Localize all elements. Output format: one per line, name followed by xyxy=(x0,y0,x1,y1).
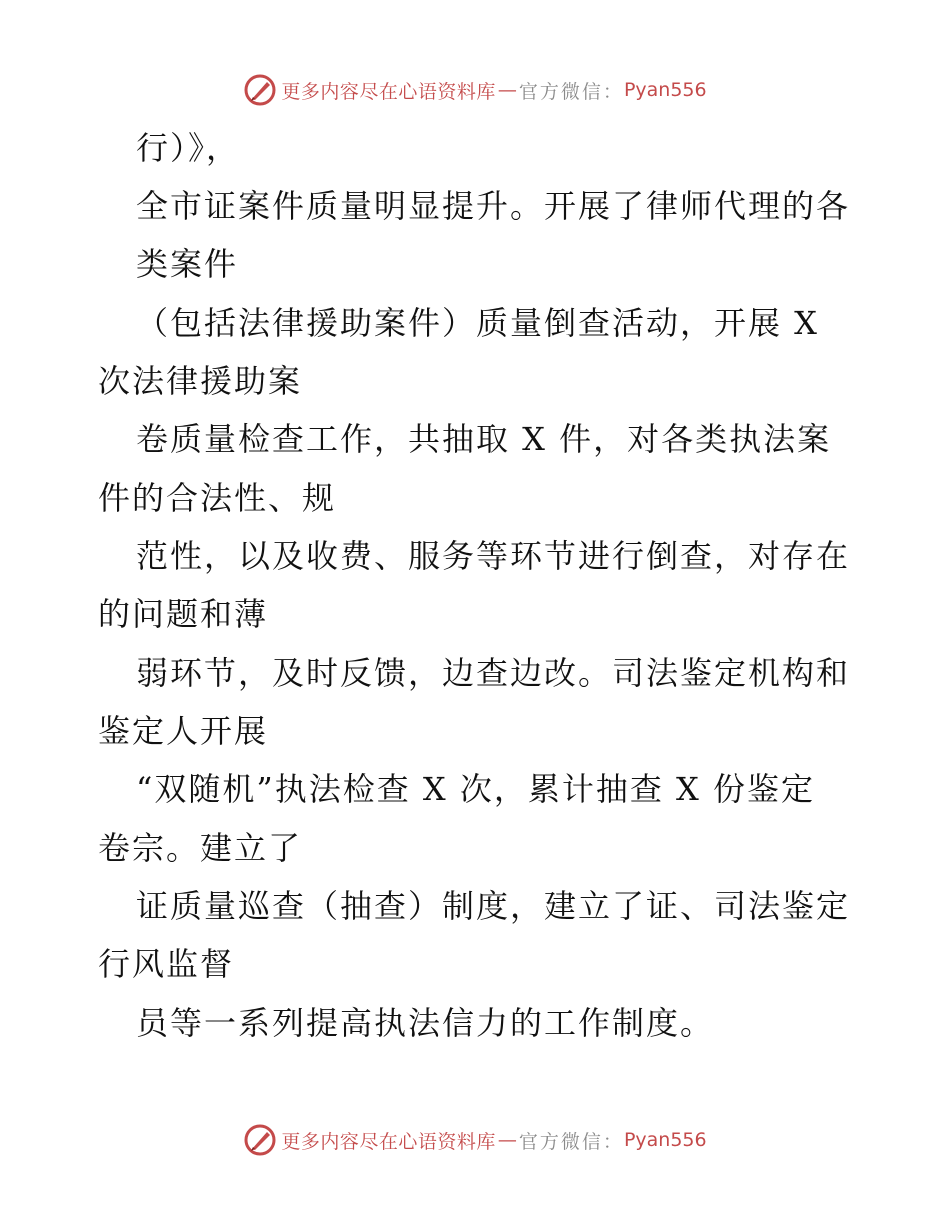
header-watermark xyxy=(0,70,950,110)
quill-logo-icon xyxy=(243,1123,277,1157)
footer-watermark xyxy=(0,1120,950,1160)
quill-logo-icon xyxy=(243,73,277,107)
text-line: 卷宗。建立了 xyxy=(98,829,303,867)
watermark-main-text: 更多内容尽在心语资料库 xyxy=(281,80,496,103)
watermark-account: Pyan556 xyxy=(623,79,707,101)
text-line: 件的合法性、规 xyxy=(98,479,337,517)
text-line: （包括法律援助案件）质量倒查活动，开展 X xyxy=(136,304,819,342)
watermark-dash: — xyxy=(497,79,517,101)
text-line: 卷质量检查工作，共抽取 X 件，对各类执法案 xyxy=(136,420,832,458)
text-line: 鉴定人开展 xyxy=(98,712,269,750)
watermark-sub-text: 官方微信： xyxy=(518,80,624,103)
text-line: 全市证案件质量明显提升。开展了律师代理的各 xyxy=(136,187,851,225)
text-line: 范性，以及收费、服务等环节进行倒查，对存在 xyxy=(136,537,851,575)
watermark-sub-text: 官方微信： xyxy=(518,1130,624,1153)
text-line: 弱环节，及时反馈，边查边改。司法鉴定机构和 xyxy=(136,654,851,692)
text-line: 行风监督 xyxy=(98,945,235,983)
watermark-main-text: 更多内容尽在心语资料库 xyxy=(281,1130,496,1153)
text-line: 证质量巡查（抽查）制度，建立了证、司法鉴定 xyxy=(136,887,851,925)
text-line: 类案件 xyxy=(136,245,239,283)
text-line: 的问题和薄 xyxy=(98,595,269,633)
text-line: 行）》， xyxy=(136,129,241,167)
text-line: 次法律援助案 xyxy=(98,362,303,400)
watermark-account: Pyan556 xyxy=(623,1129,707,1151)
watermark-dash: — xyxy=(497,1129,517,1151)
text-line: 员等一系列提高执法信力的工作制度。 xyxy=(136,1004,715,1042)
text-line: “双随机”执法检查 X 次，累计抽查 X 份鉴定 xyxy=(136,770,815,808)
